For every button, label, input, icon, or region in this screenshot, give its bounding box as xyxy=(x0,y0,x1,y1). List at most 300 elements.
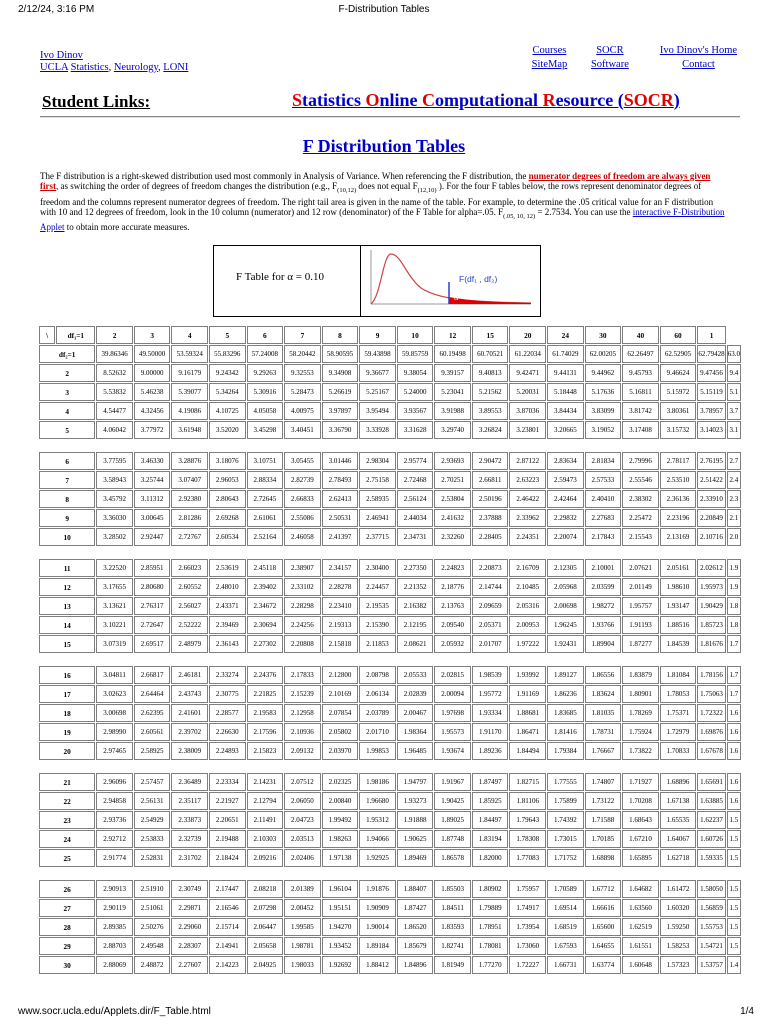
table-cell: 1.63774 xyxy=(585,956,622,974)
table-cell: 2.05316 xyxy=(509,597,546,615)
table-cell: 1.70589 xyxy=(547,880,584,898)
table-cell: 2.81286 xyxy=(171,509,208,527)
table-cell: 1.91876 xyxy=(359,880,396,898)
table-cell: 3.23801 xyxy=(509,421,546,439)
table-cell: 1.75063 xyxy=(697,685,725,703)
table-cell: 2.94858 xyxy=(96,792,133,810)
table-cell: 2.43371 xyxy=(209,597,246,615)
table-cell: 2.60552 xyxy=(171,578,208,596)
table-cell: 5.39077 xyxy=(171,383,208,401)
table-cell: 2.15543 xyxy=(622,528,659,546)
table-cell: 2.96053 xyxy=(209,471,246,489)
table-cell: 1.99492 xyxy=(322,811,359,829)
table-cell: 2.26630 xyxy=(209,723,246,741)
table-cell: 1.84896 xyxy=(397,956,434,974)
table-cell: 1.79384 xyxy=(547,742,584,760)
table-cell: 5.46238 xyxy=(134,383,171,401)
table-cell: 2.10001 xyxy=(585,559,622,577)
table-cell: 2.21825 xyxy=(247,685,284,703)
table-row xyxy=(39,559,741,577)
table-cell: 2.28307 xyxy=(171,937,208,955)
courses-link[interactable]: Courses xyxy=(532,45,567,56)
neurology-link[interactable]: Neurology xyxy=(113,62,159,73)
table-cell: 1.78156 xyxy=(697,666,725,684)
table-cell: 2.72468 xyxy=(397,471,434,489)
table-cell: 3.26824 xyxy=(472,421,509,439)
table-cell: 1.92692 xyxy=(322,956,359,974)
table-cell: 2.29060 xyxy=(171,918,208,936)
table-cell: 1.71588 xyxy=(585,811,622,829)
table-cell: 1.78951 xyxy=(472,918,509,936)
table-cell: 2.61061 xyxy=(247,509,284,527)
table-cell: 2.95774 xyxy=(397,452,434,470)
table-cell: 2.72767 xyxy=(171,528,208,546)
table-cell: 2.76317 xyxy=(134,597,171,615)
table-cell: 1.73060 xyxy=(509,937,546,955)
table-cell: 3.91988 xyxy=(434,402,471,420)
table-cell: 1.81106 xyxy=(509,792,546,810)
table-cell: 1.90425 xyxy=(434,792,471,810)
print-footer xyxy=(0,1006,768,1022)
table-row xyxy=(39,421,741,439)
table-cell: 2.00840 xyxy=(322,792,359,810)
table-row xyxy=(39,616,741,634)
table-cell: 1.93766 xyxy=(585,616,622,634)
table-cell: 1.60648 xyxy=(622,956,659,974)
table-cell: 2.39702 xyxy=(171,723,208,741)
table-cell: 2.38302 xyxy=(622,490,659,508)
table-cell: 9.45793 xyxy=(622,364,659,382)
table-cell: 62.00205 xyxy=(585,345,622,363)
table-cell: 3.46330 xyxy=(134,452,171,470)
column-header: 24 xyxy=(547,326,584,344)
table-cell: 2.98990 xyxy=(96,723,133,741)
table-cell: 62.26497 xyxy=(622,345,659,363)
table-cell: 2.28577 xyxy=(209,704,246,722)
table-cell: 2.92447 xyxy=(134,528,171,546)
table-cell: 1.95973 xyxy=(697,578,725,596)
table-cell: 2.05371 xyxy=(472,616,509,634)
table-cell: 3.93567 xyxy=(397,402,434,420)
table-cell: 2.92380 xyxy=(171,490,208,508)
table-cell: 2.20808 xyxy=(284,635,321,653)
table-cell: 2.80680 xyxy=(134,578,171,596)
row-header: 24 xyxy=(39,830,95,848)
table-cell: 2.30775 xyxy=(209,685,246,703)
table-cell: 1.95772 xyxy=(472,685,509,703)
table-cell: 1.91169 xyxy=(509,685,546,703)
table-cell: 9.44131 xyxy=(547,364,584,382)
column-header: 30 xyxy=(585,326,622,344)
table-cell: 2.06447 xyxy=(247,918,284,936)
table-row xyxy=(39,383,741,401)
table-cell: 2.57457 xyxy=(134,773,171,791)
table-row xyxy=(39,792,741,810)
spacer-cell xyxy=(39,547,726,558)
table-caption: F Table for α = 0.10 xyxy=(236,271,324,283)
table-cell: 1.91170 xyxy=(472,723,509,741)
table-cell: 1.96485 xyxy=(397,742,434,760)
table-cell: 1.77270 xyxy=(472,956,509,974)
table-cell: 2.03599 xyxy=(585,578,622,596)
table-cell: 1.7 xyxy=(727,635,741,653)
column-header: 2 xyxy=(96,326,133,344)
column-header: 9 xyxy=(359,326,396,344)
table-cell: 1.95757 xyxy=(622,597,659,615)
table-cell: 2.78493 xyxy=(322,471,359,489)
table-cell: 2.38907 xyxy=(284,559,321,577)
table-row xyxy=(39,880,741,898)
table-cell: 2.01707 xyxy=(472,635,509,653)
table-cell: 9.00000 xyxy=(134,364,171,382)
table-cell: 1.86556 xyxy=(585,666,622,684)
table-cell: 1.75371 xyxy=(660,704,697,722)
table-cell: 2.69517 xyxy=(134,635,171,653)
table-cell: 1.58050 xyxy=(697,880,725,898)
table-cell: 1.86236 xyxy=(547,685,584,703)
numerator-note-link[interactable]: numerator degrees of freedom are always given first xyxy=(40,171,711,192)
table-cell: 1.92925 xyxy=(359,849,396,867)
table-row xyxy=(39,742,741,760)
table-cell: 1.82741 xyxy=(434,937,471,955)
table-cell: 2.88703 xyxy=(96,937,133,955)
table-cell: 4.05058 xyxy=(247,402,284,420)
table-cell: 2.45118 xyxy=(247,559,284,577)
table-cell: 1.58253 xyxy=(660,937,697,955)
table-cell: 2.48010 xyxy=(209,578,246,596)
table-cell: 2.76195 xyxy=(697,452,725,470)
table-cell: 2.12800 xyxy=(322,666,359,684)
table-cell: 1.67593 xyxy=(547,937,584,955)
table-cell: 1.73015 xyxy=(547,830,584,848)
column-header: df₁=1 xyxy=(56,326,95,344)
table-cell: 1.64682 xyxy=(622,880,659,898)
table-cell: 2.56027 xyxy=(171,597,208,615)
table-cell: 2.72647 xyxy=(134,616,171,634)
table-cell: 2.15390 xyxy=(359,616,396,634)
table-cell: 49.50000 xyxy=(134,345,171,363)
table-cell: 4.00975 xyxy=(284,402,321,420)
table-row xyxy=(39,937,741,955)
table-cell: 2.17447 xyxy=(209,880,246,898)
table-cell: 2.08798 xyxy=(359,666,396,684)
loni-link[interactable]: LONI xyxy=(163,62,189,73)
table-cell: 1.5 xyxy=(727,899,741,917)
table-header-row xyxy=(39,326,741,344)
table-cell: 2.41632 xyxy=(434,509,471,527)
table-cell: 2.53833 xyxy=(134,830,171,848)
row-header: 30 xyxy=(39,956,95,974)
table-cell: 9.4 xyxy=(727,364,741,382)
row-header: 10 xyxy=(39,528,95,546)
table-cell: 3.17408 xyxy=(622,421,659,439)
table-cell: 2.20074 xyxy=(547,528,584,546)
table-cell: 1.69876 xyxy=(697,723,725,741)
table-cell: 1.61551 xyxy=(622,937,659,955)
table-cell: 9.46624 xyxy=(660,364,697,382)
table-cell: 1.89904 xyxy=(585,635,622,653)
table-cell: 2.49548 xyxy=(134,937,171,955)
row-header: 20 xyxy=(39,742,95,760)
f-applet-link[interactable]: interactive F-Distribution Applet xyxy=(40,207,725,233)
table-cell: 1.93674 xyxy=(434,742,471,760)
table-cell: 1.88407 xyxy=(397,880,434,898)
table-row xyxy=(39,364,741,382)
table-cell: 1.85503 xyxy=(434,880,471,898)
table-cell: 5.34264 xyxy=(209,383,246,401)
table-cell: 1.79643 xyxy=(509,811,546,829)
table-cell: 1.75924 xyxy=(622,723,659,741)
table-cell: 5.24000 xyxy=(397,383,434,401)
table-cell: 3.81742 xyxy=(622,402,659,420)
row-header: 6 xyxy=(39,452,95,470)
table-cell: 1.59335 xyxy=(697,849,725,867)
table-cell: 3.77595 xyxy=(96,452,133,470)
table-cell: 2.13763 xyxy=(434,597,471,615)
table-cell: 2.54929 xyxy=(134,811,171,829)
row-header: 17 xyxy=(39,685,95,703)
table-cell: 3.14023 xyxy=(697,421,725,439)
alpha-label: α xyxy=(454,293,459,302)
table-cell: 2.83634 xyxy=(547,452,584,470)
ucla-link[interactable]: UCLA xyxy=(40,62,69,73)
table-cell: 2.03789 xyxy=(359,704,396,722)
table-cell: 3.05455 xyxy=(284,452,321,470)
table-cell: 1.79889 xyxy=(472,899,509,917)
table-cell: 2.10716 xyxy=(697,528,725,546)
table-cell: 1.62718 xyxy=(660,849,697,867)
column-header: 15 xyxy=(472,326,509,344)
table-cell: 8.52632 xyxy=(96,364,133,382)
table-cell: 1.86578 xyxy=(434,849,471,867)
table-cell: 1.96104 xyxy=(322,880,359,898)
column-header: 6 xyxy=(247,326,284,344)
table-cell: 2.06050 xyxy=(284,792,321,810)
table-cell: 1.74917 xyxy=(509,899,546,917)
table-cell: 2.44034 xyxy=(397,509,434,527)
table-cell: 1.7 xyxy=(727,666,741,684)
table-cell: 2.00467 xyxy=(397,704,434,722)
table-cell: 1.8 xyxy=(727,597,741,615)
row-header: 7 xyxy=(39,471,95,489)
table-cell: 2.81834 xyxy=(585,452,622,470)
table-cell: 3.17655 xyxy=(96,578,133,596)
table-cell: 2.17833 xyxy=(284,666,321,684)
table-cell: 2.05802 xyxy=(322,723,359,741)
table-cell: 2.27350 xyxy=(397,559,434,577)
table-row xyxy=(39,528,741,546)
row-header: 2 xyxy=(39,364,95,382)
table-cell: 3.10751 xyxy=(247,452,284,470)
table-cell: 1.90429 xyxy=(697,597,725,615)
table-cell: 2.42464 xyxy=(547,490,584,508)
table-cell: 1.67138 xyxy=(660,792,697,810)
table-cell: 2.34731 xyxy=(397,528,434,546)
table-cell: 1.93147 xyxy=(660,597,697,615)
table-row xyxy=(39,849,741,867)
table-cell: 2.64464 xyxy=(134,685,171,703)
table-cell: 5.18448 xyxy=(547,383,584,401)
table-row xyxy=(39,811,741,829)
home-link[interactable]: Ivo Dinov's Home xyxy=(659,45,738,56)
statistics-link[interactable]: Statistics xyxy=(70,62,109,73)
table-cell: 2.53510 xyxy=(660,471,697,489)
table-row xyxy=(39,452,741,470)
table-cell: 2.30694 xyxy=(247,616,284,634)
table-cell: 1.95573 xyxy=(434,723,471,741)
group-spacer xyxy=(39,868,741,879)
table-cell: 2.36143 xyxy=(209,635,246,653)
table-cell: 1.5 xyxy=(727,830,741,848)
table-cell: 2.66817 xyxy=(134,666,171,684)
table-cell: 5.21562 xyxy=(472,383,509,401)
table-cell: 2.39402 xyxy=(247,578,284,596)
table-cell: 2.66811 xyxy=(472,471,509,489)
table-cell: 5.25167 xyxy=(359,383,396,401)
table-cell: 1.67678 xyxy=(697,742,725,760)
table-cell: 1.83593 xyxy=(434,918,471,936)
table-cell: 2.00094 xyxy=(434,685,471,703)
table-cell: 2.00953 xyxy=(509,616,546,634)
table-cell: 2.24457 xyxy=(359,578,396,596)
row-header: 29 xyxy=(39,937,95,955)
table-cell: 4.32456 xyxy=(134,402,171,420)
table-cell: 2.24376 xyxy=(247,666,284,684)
table-cell: 3.00645 xyxy=(134,509,171,527)
table-cell: 1.69514 xyxy=(547,899,584,917)
table-cell: 2.05658 xyxy=(247,937,284,955)
table-cell: 2.56131 xyxy=(134,792,171,810)
table-cell: 2.10303 xyxy=(247,830,284,848)
table-cell: 1.72979 xyxy=(660,723,697,741)
table-cell: 1.78269 xyxy=(622,704,659,722)
table-cell: 9.16179 xyxy=(171,364,208,382)
row-header: 27 xyxy=(39,899,95,917)
table-cell: 3.7 xyxy=(727,402,741,420)
table-cell: 3.78957 xyxy=(697,402,725,420)
table-cell: 1.84511 xyxy=(434,899,471,917)
row-header: 25 xyxy=(39,849,95,867)
table-cell: 2.21352 xyxy=(397,578,434,596)
table-cell: 2.90472 xyxy=(472,452,509,470)
table-cell: 2.25472 xyxy=(622,509,659,527)
table-cell: 2.07298 xyxy=(247,899,284,917)
table-cell: 2.87122 xyxy=(509,452,546,470)
table-cell: 57.24008 xyxy=(247,345,284,363)
table-cell: 1.66731 xyxy=(547,956,584,974)
table-cell: 1.89184 xyxy=(359,937,396,955)
table-cell: 2.33910 xyxy=(697,490,725,508)
table-cell: 1.56859 xyxy=(697,899,725,917)
table-cell: 59.85759 xyxy=(397,345,434,363)
table-cell: 2.02815 xyxy=(434,666,471,684)
table-cell: 2.13169 xyxy=(660,528,697,546)
table-cell: 2.50196 xyxy=(472,490,509,508)
table-cell: 1.94066 xyxy=(359,830,396,848)
table-cell: 2.20651 xyxy=(209,811,246,829)
row-header: 4 xyxy=(39,402,95,420)
table-cell: 2.10485 xyxy=(509,578,546,596)
sitemap-link[interactable]: SiteMap xyxy=(531,59,568,70)
table-cell: 3.36790 xyxy=(322,421,359,439)
table-cell: 2.12195 xyxy=(397,616,434,634)
group-spacer xyxy=(39,654,741,665)
table-cell: 1.90909 xyxy=(359,899,396,917)
table-cell: 1.88516 xyxy=(660,616,697,634)
column-header: 5 xyxy=(209,326,246,344)
table-cell: 2.89385 xyxy=(96,918,133,936)
table-cell: 2.63223 xyxy=(509,471,546,489)
table-cell: 2.98304 xyxy=(359,452,396,470)
table-cell: 1.67210 xyxy=(622,830,659,848)
table-cell: 9.32553 xyxy=(284,364,321,382)
print-url: www.socr.ucla.edu/Applets.dir/F_Table.html xyxy=(18,1006,211,1017)
table-cell: 1.72227 xyxy=(509,956,546,974)
table-cell: 2.24823 xyxy=(434,559,471,577)
student-links-heading[interactable]: Student Links: xyxy=(42,92,151,111)
column-header: 3 xyxy=(134,326,171,344)
column-header: 1 xyxy=(697,326,725,344)
table-cell: 2.32260 xyxy=(434,528,471,546)
table-cell: 2.05533 xyxy=(397,666,434,684)
table-cell: 9.44962 xyxy=(585,364,622,382)
author-link[interactable]: Ivo Dinov xyxy=(40,50,83,61)
table-cell: 2.07621 xyxy=(622,559,659,577)
table-cell: 1.89236 xyxy=(472,742,509,760)
table-cell: 2.62395 xyxy=(134,704,171,722)
table-cell: 1.55753 xyxy=(697,918,725,936)
column-header: 10 xyxy=(397,326,434,344)
table-cell: 2.1 xyxy=(727,509,741,527)
table-cell: 2.07512 xyxy=(284,773,321,791)
table-cell: 1.75899 xyxy=(547,792,584,810)
row-header: 21 xyxy=(39,773,95,791)
row-header: 28 xyxy=(39,918,95,936)
table-cell: 2.03513 xyxy=(284,830,321,848)
table-cell: 4.06042 xyxy=(96,421,133,439)
table-cell: 1.88412 xyxy=(359,956,396,974)
table-cell: 3.18076 xyxy=(209,452,246,470)
table-cell: 2.09540 xyxy=(434,616,471,634)
table-cell: 1.85679 xyxy=(397,937,434,955)
table-cell: 2.93736 xyxy=(96,811,133,829)
table-cell: 2.69268 xyxy=(209,509,246,527)
contact-link[interactable]: Contact xyxy=(682,59,715,70)
socr-link[interactable]: SOCR xyxy=(596,45,624,56)
table-cell: 3.22520 xyxy=(96,559,133,577)
table-cell: 1.88681 xyxy=(509,704,546,722)
socr-banner-link[interactable]: Statistics Online Computational Resource (SOCR) xyxy=(292,90,680,110)
table-cell: 2.12794 xyxy=(247,792,284,810)
table-cell: 2.24351 xyxy=(509,528,546,546)
software-link[interactable]: Software xyxy=(590,59,629,70)
table-cell: 1.74392 xyxy=(547,811,584,829)
table-cell: 1.98263 xyxy=(322,830,359,848)
table-cell: 3.36030 xyxy=(96,509,133,527)
table-cell: 1.7 xyxy=(727,685,741,703)
table-cell: 61.74029 xyxy=(547,345,584,363)
spacer-cell xyxy=(39,654,726,665)
table-cell: 2.14231 xyxy=(247,773,284,791)
print-page-number: 1/4 xyxy=(740,1006,754,1017)
row-header: 5 xyxy=(39,421,95,439)
spacer-cell xyxy=(39,868,726,879)
table-cell: 1.5 xyxy=(727,849,741,867)
table-cell: 2.17596 xyxy=(247,723,284,741)
table-cell: 2.12958 xyxy=(284,704,321,722)
table-cell: 2.10936 xyxy=(284,723,321,741)
table-cell: 1.93273 xyxy=(397,792,434,810)
